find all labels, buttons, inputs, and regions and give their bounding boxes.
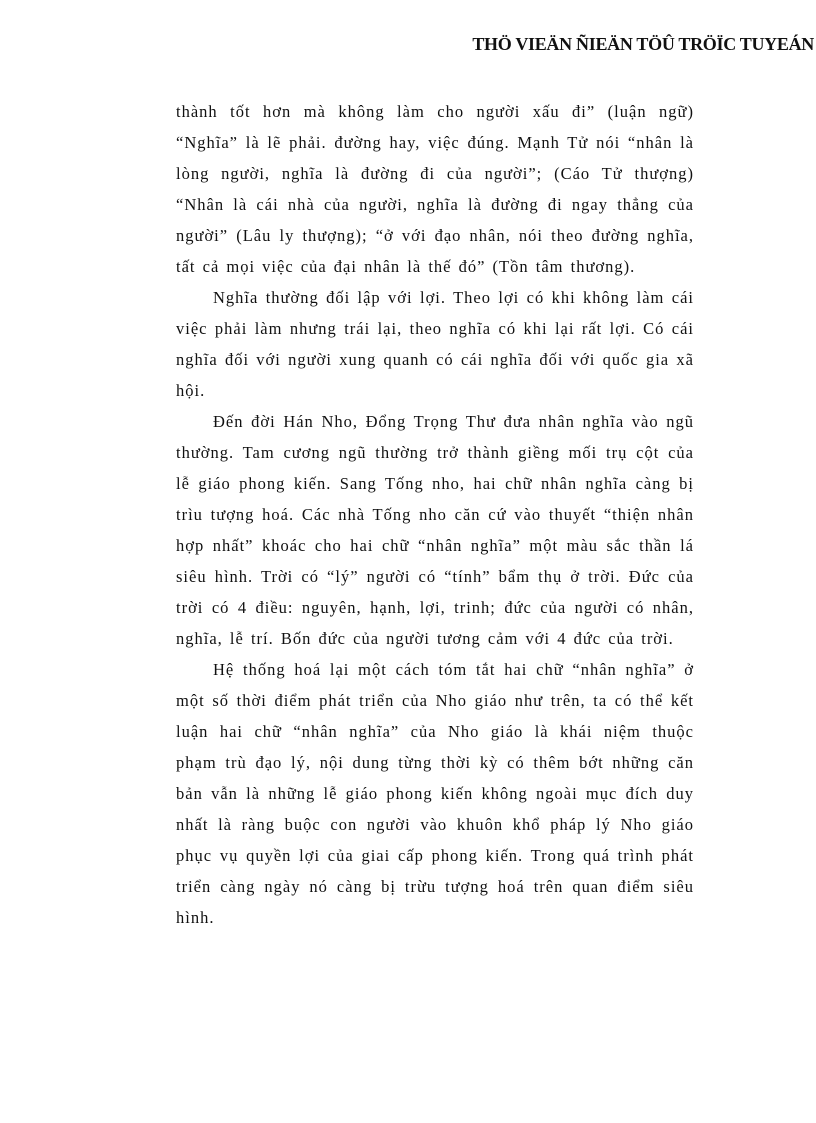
paragraph-2: Nghĩa thường đối lập với lợi. Theo lợi có khi không làm cái việc phải làm nhưng trái lại, theo nghĩa có khi lại rất lợi. Có cái nghĩa đối với người xung quanh có cái nghĩa đối với quốc gia xã hội.: [176, 288, 694, 400]
document-body: [176, 96, 694, 933]
paragraph-4: Hệ thống hoá lại một cách tóm tắt hai chữ “nhân nghĩa” ở một số thời điểm phát triển của Nho giáo như trên, ta có thể kết luận hai chữ “nhân nghĩa” của Nho giáo là khái niệm thuộc phạm trù đạo lý, nội dung từng thời kỳ có thêm bớt những căn bản vẫn là những lễ giáo phong kiến không ngoài mục đích duy nhất là ràng buộc con người vào khuôn khổ pháp lý Nho giáo phục vụ quyền lợi của giai cấp phong kiến. Trong quá trình phát triển càng ngày nó càng bị trừu tượng hoá trên quan điểm siêu hình.: [176, 660, 694, 927]
paragraph-3: Đến đời Hán Nho, Đổng Trọng Thư đưa nhân nghĩa vào ngũ thường. Tam cương ngũ thường trở thành giềng mối trụ cột của lễ giáo phong kiến. Sang Tống nho, hai chữ nhân nghĩa càng bị trìu tượng hoá. Các nhà Tống nho căn cứ vào thuyết “thiện nhân hợp nhất” khoác cho hai chữ “nhân nghĩa” một màu sắc thần lá siêu hình. Trời có “lý” người có “tính” bẩm thụ ở trời. Đức của trời có 4 điều: nguyên, hạnh, lợi, trinh; đức của người có nhân, nghĩa, lễ trí. Bốn đức của người tương cảm với 4 đức của trời.: [176, 412, 694, 648]
paragraph-1: thành tốt hơn mà không làm cho người xấu đi” (luận ngữ) “Nghĩa” là lẽ phải. đường hay, việc đúng. Mạnh Tử nói “nhân là lòng người, nghĩa là đường đi của người”; (Cáo Tử thượng) “Nhân là cái nhà của người, nghĩa là đường đi ngay thẳng của người” (Lâu ly thượng); “ở với đạo nhân, nói theo đường nghĩa, tất cả mọi việc của đại nhân là thế đó” (Tồn tâm thương).: [176, 102, 694, 276]
page-header-title: THÖ VIEÄN ÑIEÄN TÖÛ TRÖÏC TUYEÁN: [472, 34, 814, 54]
